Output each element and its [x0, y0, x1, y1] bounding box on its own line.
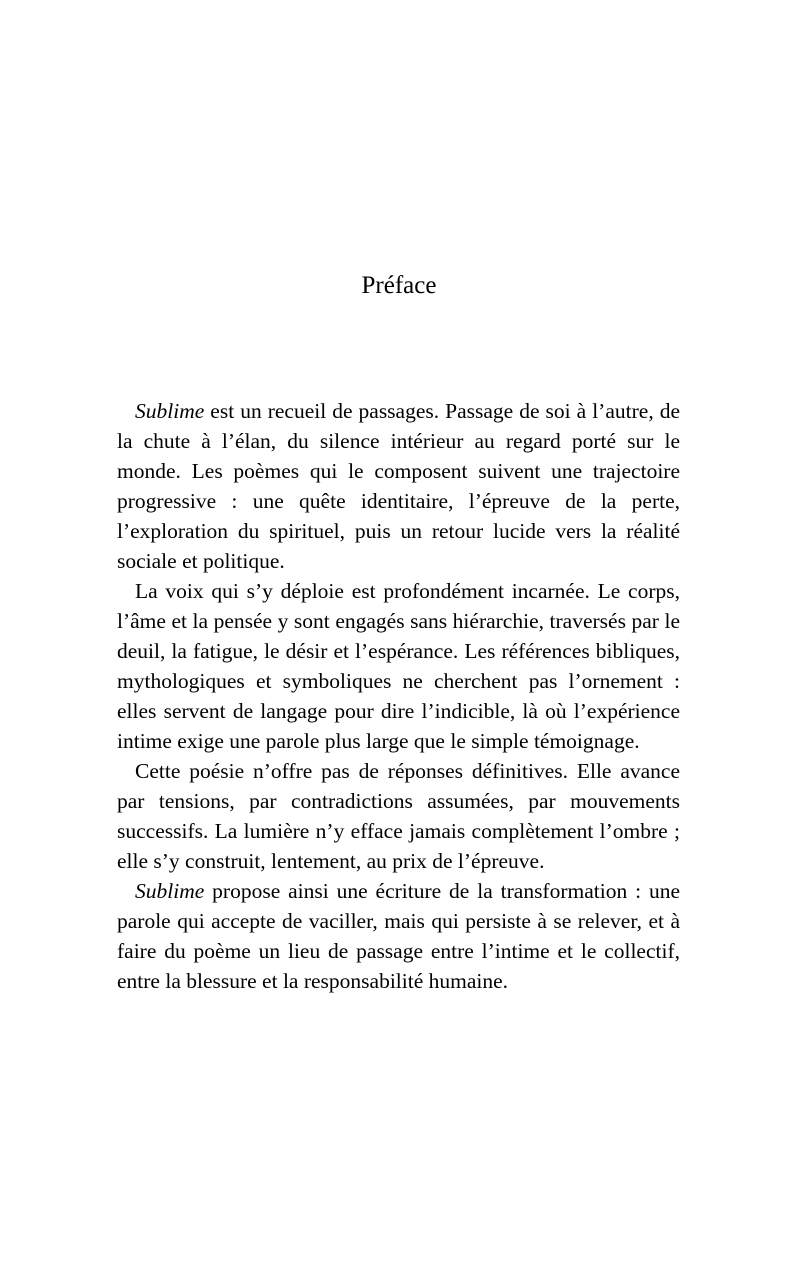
paragraph-text: La voix qui s’y déploie est profondément incarnée. Le corps, l’âme et la pensée y sont engagés sans hiérarchie, traversés par le deuil, la fatigue, le désir et l’espérance. Les références bibliques, mythologiques et symboliques ne cherchent pas l’ornement : elles servent de langage pour dire l’indicible, là où l’expérience intime exige une parole plus large que le simple témoignage.: [117, 579, 680, 753]
book-title-italic: Sublime: [135, 879, 205, 903]
paragraph-text: est un recueil de passages. Passage de soi à l’autre, de la chute à l’élan, du silence intérieur au regard porté sur le monde. Les poèmes qui le composent suivent une trajectoire progressive : une quête identitaire, l’épreuve de la perte, l’exploration du spirituel, puis un retour lucide vers la réalité sociale et politique.: [117, 399, 680, 573]
paragraph-3: [117, 756, 680, 876]
paragraph-text: propose ainsi une écriture de la transformation : une parole qui accepte de vaciller, mais qui persiste à se relever, et à faire du poème un lieu de passage entre l’intime et le collectif, entre la blessure et la responsabilité humaine.: [117, 879, 680, 993]
page-title: Préface: [361, 272, 437, 299]
preface-body: [117, 396, 680, 996]
paragraph-2: [117, 576, 680, 756]
paragraph-text: Cette poésie n’offre pas de réponses définitives. Elle avance par tensions, par contradictions assumées, par mouvements successifs. La lumière n’y efface jamais complètement l’ombre ; elle s’y construit, lentement, au prix de l’épreuve.: [117, 759, 680, 873]
paragraph-1: [117, 396, 680, 576]
book-title-italic: Sublime: [135, 399, 205, 423]
paragraph-4: [117, 876, 680, 996]
